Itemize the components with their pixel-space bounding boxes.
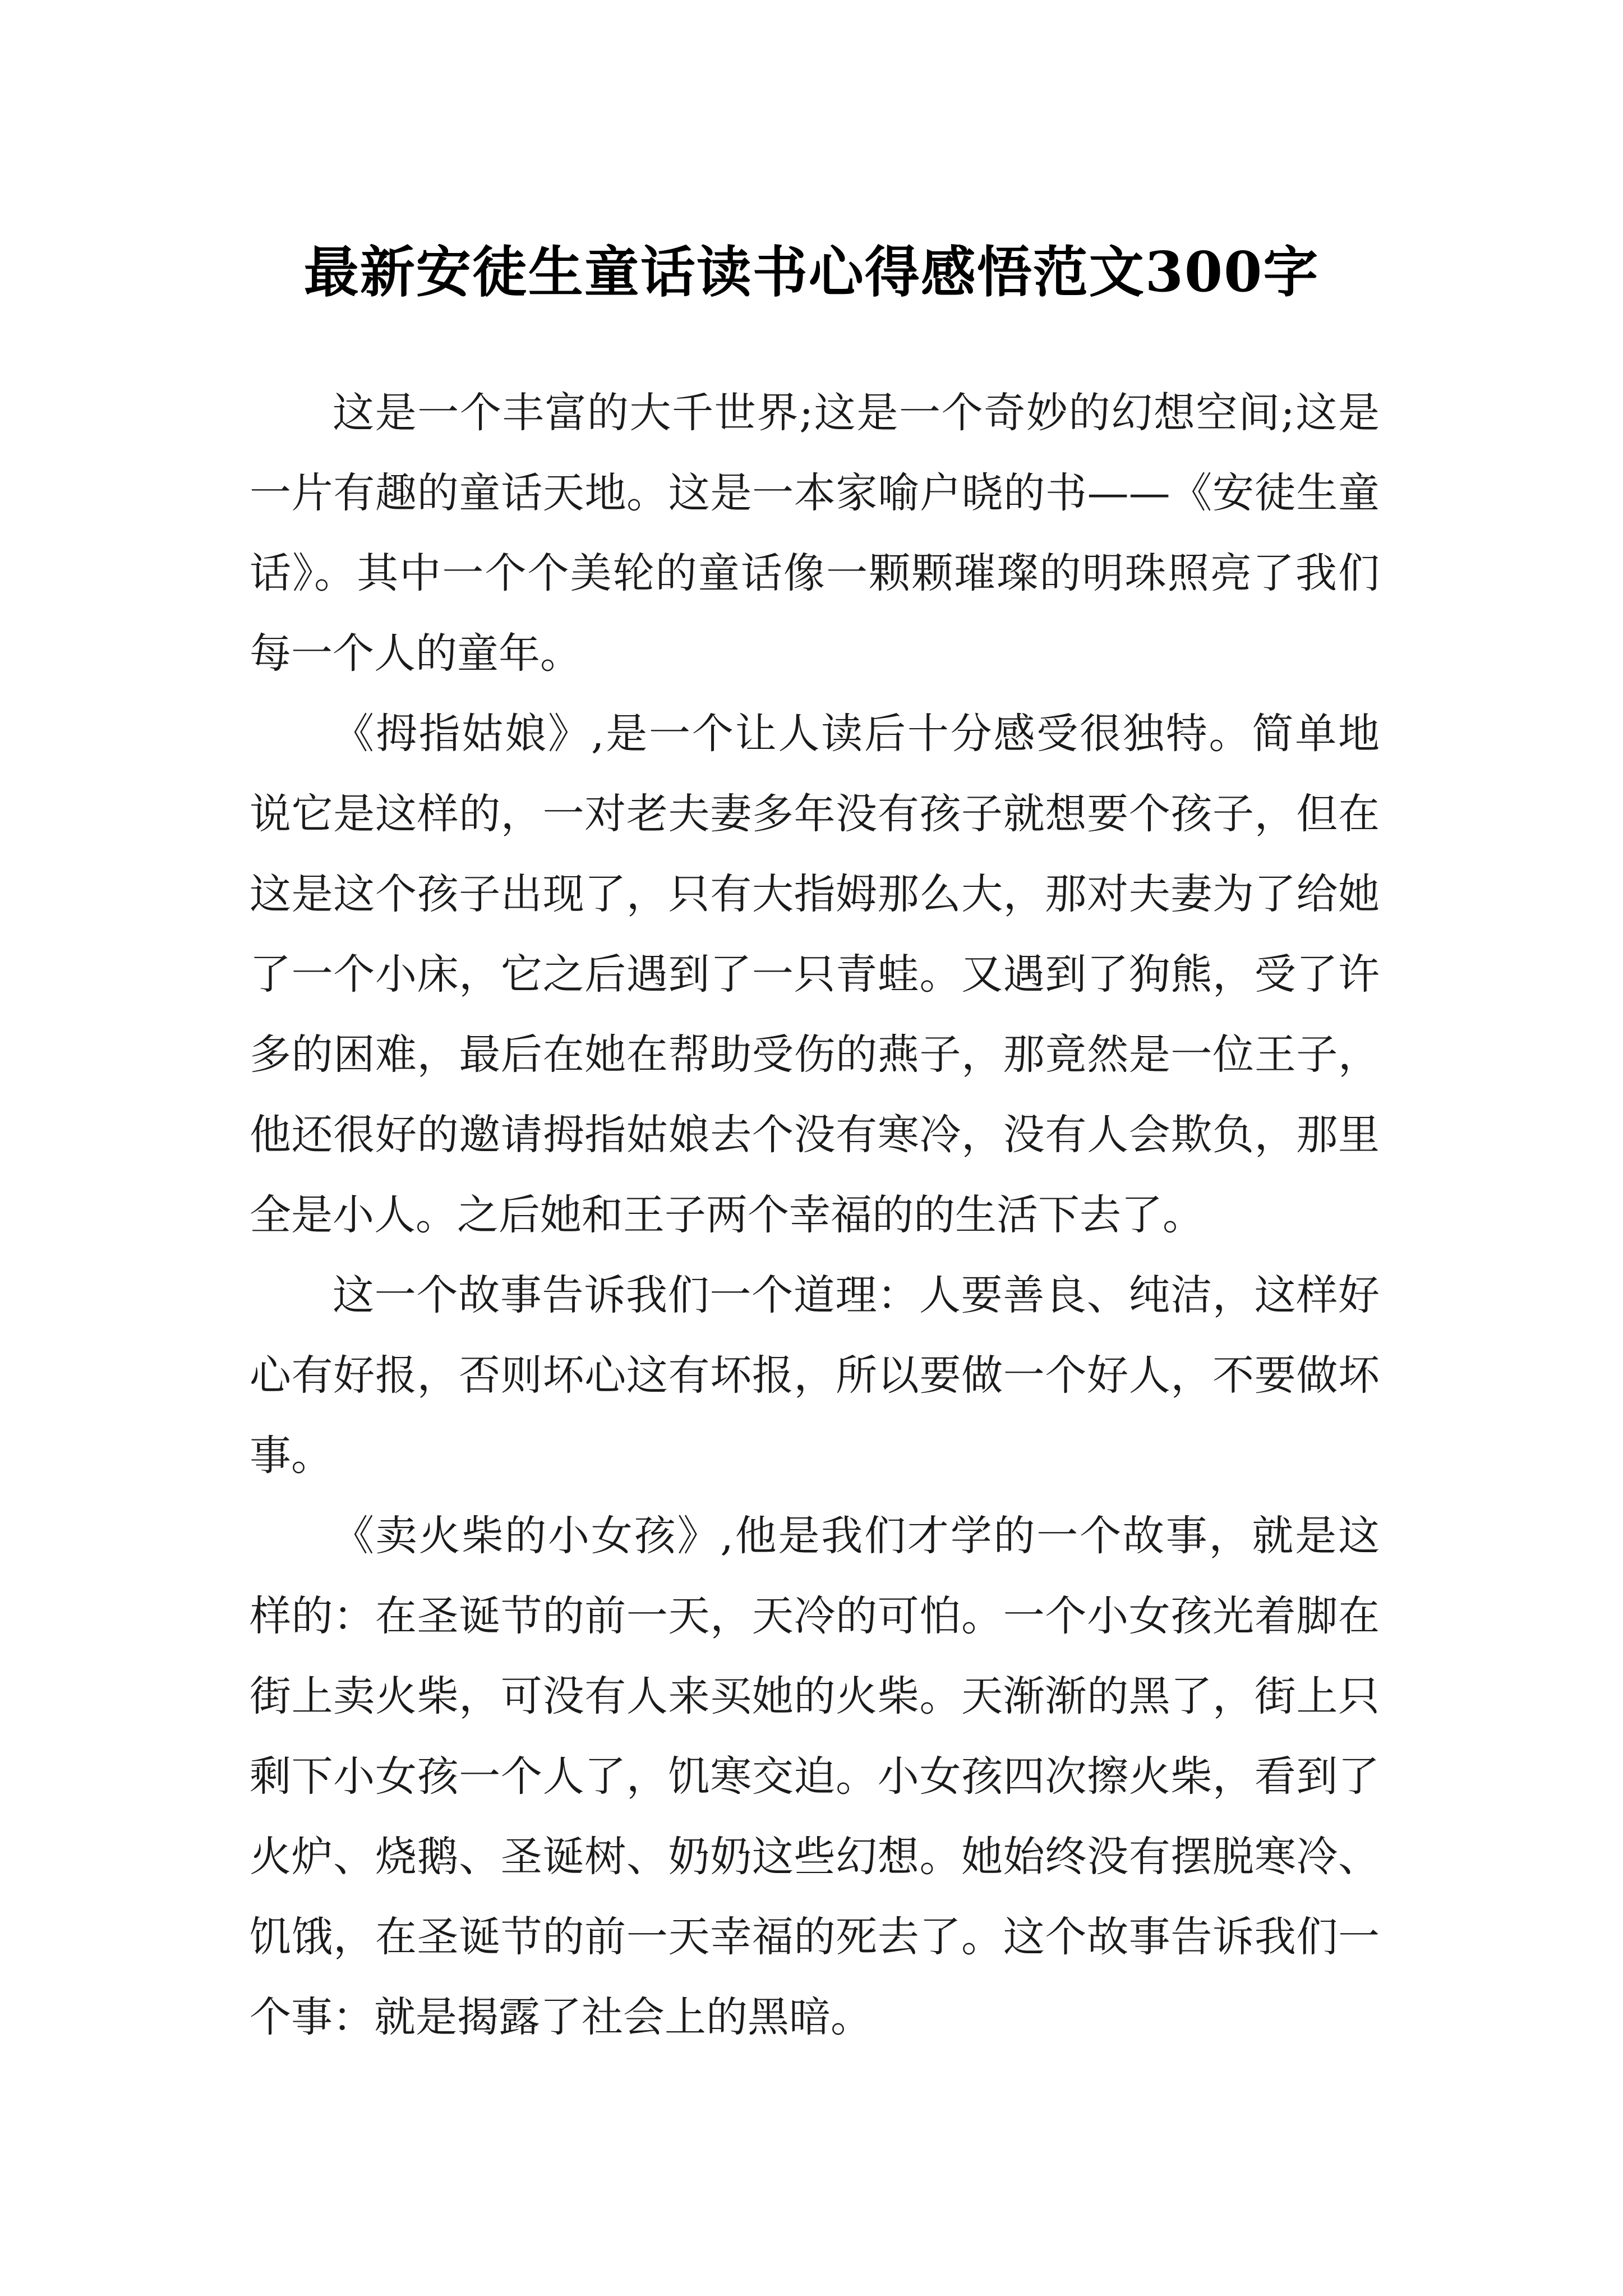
paragraph: 《卖火柴的小女孩》,他是我们才学的一个故事，就是这样的：在圣诞节的前一天，天冷的可怕。一个小女孩光着脚在街上卖火柴，可没有人来买她的火柴。天渐渐的黑了，街上只剩下小女孩一个人了，饥寒交迫。小女孩四次擦火柴，看到了火炉、烧鹅、圣诞树、奶奶这些幻想。她始终没有摆脱寒冷、饥饿，在圣诞节的前一天幸福的死去了。这个故事告诉我们一个事：就是揭露了社会上的黑暗。	[250, 1512, 1380, 2041]
document-body	[250, 373, 1380, 2058]
paragraph: 《拇指姑娘》,是一个让人读后十分感受很独特。简单地说它是这样的，一对老夫妻多年没有孩子就想要个孩子，但在这是这个孩子出现了，只有大指姆那么大，那对夫妻为了给她了一个小床，它之后遇到了一只青蛙。又遇到了狗熊，受了许多的困难，最后在她在帮助受伤的燕子，那竟然是一位王子，他还很好的邀请拇指姑娘去个没有寒冷，没有人会欺负，那里全是小人。之后她和王子两个幸福的的生活下去了。	[250, 710, 1380, 1239]
document-title: 最新安徒生童话读书心得感悟范文300字	[303, 240, 1320, 305]
paragraph: 这一个故事告诉我们一个道理：人要善良、纯洁，这样好心有好报，否则坏心这有坏报，所以要做一个好人，不要做坏事。	[250, 1271, 1380, 1480]
paragraph: 这是一个丰富的大千世界;这是一个奇妙的幻想空间;这是一片有趣的童话天地。这是一本家喻户晓的书——《安徒生童话》。其中一个个美轮的童话像一颗颗璀璨的明珠照亮了我们每一个人的童年。	[250, 389, 1380, 678]
